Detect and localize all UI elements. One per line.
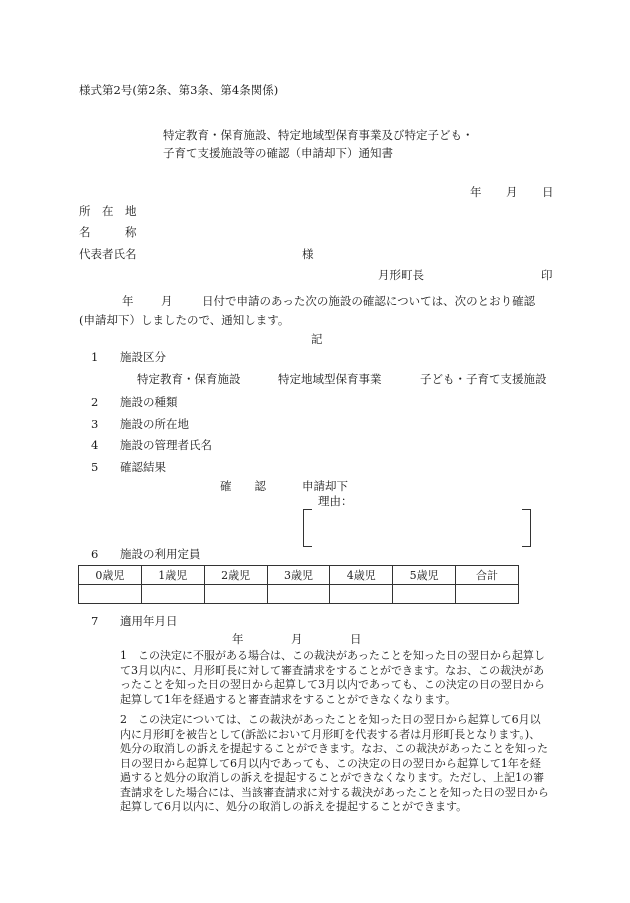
reason-bracket-right — [522, 509, 531, 547]
result-confirm: 確 認 — [220, 479, 266, 493]
date-month: 月 — [506, 185, 518, 199]
item-6-label: 施設の利用定員 — [120, 547, 201, 561]
result-reject: 申請却下 — [302, 479, 348, 493]
title-line-1: 特定教育・保育施設、特定地域型保育事業及び特定子ども・ — [163, 128, 474, 142]
reason-label: 理由： — [318, 494, 353, 508]
date-year: 年 — [470, 185, 482, 199]
date-day: 日 — [542, 185, 554, 199]
table-header-row — [79, 566, 519, 585]
effective-month: 月 — [291, 632, 303, 646]
item-5-label: 確認結果 — [120, 460, 166, 474]
reason-bracket-left — [303, 509, 312, 547]
table-header-cell: 1歳児 — [141, 566, 204, 585]
table-header-cell: 0歳児 — [79, 566, 142, 585]
item-1-label: 施設区分 — [120, 350, 166, 364]
ki-heading: 記 — [311, 332, 323, 346]
title-line-2: 子育て支援施設等の確認（申請却下）通知書 — [163, 146, 393, 160]
table-cell — [267, 585, 330, 604]
body-month: 月 — [161, 294, 173, 308]
table-cell — [79, 585, 142, 604]
item-2-label: 施設の種類 — [120, 395, 178, 409]
effective-year: 年 — [232, 632, 244, 646]
facility-type-2: 特定地域型保育事業 — [278, 372, 382, 386]
body-line-2: (申請却下）しましたので、通知します。 — [79, 313, 290, 327]
note-1: 1 この決定に不服がある場合は、この裁決があったことを知った日の翌日から起算して3月以内に、月形町長に対して審査請求をすることができます。なお、この裁決があったことを知った日の翌日から起算して3月以内であっても、この決定の日の翌日から起算して1年を経過すると審査請求をすることができなくなります。 — [120, 649, 545, 706]
table-header-cell: 4歳児 — [330, 566, 393, 585]
item-5-num: 5 — [91, 460, 99, 474]
body-year: 年 — [122, 294, 134, 308]
table-cell — [330, 585, 393, 604]
seal-mark: 印 — [541, 268, 553, 282]
table-header-cell: 5歳児 — [393, 566, 456, 585]
address-label: 所 在 地 — [79, 204, 137, 218]
table-cell — [456, 585, 519, 604]
form-label: 様式第2号(第2条、第3条、第4条関係) — [79, 83, 279, 97]
facility-type-1: 特定教育・保育施設 — [137, 372, 241, 386]
item-1-num: 1 — [91, 350, 99, 364]
item-7-label: 適用年月日 — [120, 614, 178, 628]
table-cell — [204, 585, 267, 604]
note-2: 2 この決定については、この裁決があったことを知った日の翌日から起算して6月以内に月形町を被告として(訴訟において月形町を代表する者は月形町長となります。)、処分の取消しの訴えを提起することができます。なお、この裁決があったことを知った日の翌日から起算して6月以内であっても、この決定の日の翌日から起算して1年を経過すると処分の取消しの訴えを提起することができなくなります。ただし、上記1の審査請求をした場合には、当該審査請求に対する裁決があったことを知った日の翌日から起算して6月以内に、処分の取消しの訴えを提起することができます。 — [120, 713, 549, 813]
item-6-num: 6 — [91, 547, 99, 561]
item-3-label: 施設の所在地 — [120, 417, 189, 431]
name-label: 名 称 — [79, 225, 137, 239]
capacity-table — [78, 565, 519, 604]
representative-label: 代表者氏名 — [79, 247, 137, 261]
facility-type-3: 子ども・子育て支援施設 — [420, 372, 547, 386]
item-2-num: 2 — [91, 395, 99, 409]
item-3-num: 3 — [91, 417, 99, 431]
item-4-num: 4 — [91, 438, 99, 452]
table-header-cell: 合計 — [456, 566, 519, 585]
item-4-label: 施設の管理者氏名 — [120, 438, 212, 452]
table-header-cell: 2歳児 — [204, 566, 267, 585]
effective-day: 日 — [350, 632, 362, 646]
item-7-num: 7 — [91, 614, 99, 628]
table-cell — [393, 585, 456, 604]
table-header-cell: 3歳児 — [267, 566, 330, 585]
body-line-1: 日付で申請のあった次の施設の確認については、次のとおり確認 — [202, 294, 536, 308]
table-row — [79, 585, 519, 604]
issuer-name: 月形町長 — [378, 268, 424, 282]
honorific: 様 — [302, 247, 314, 261]
table-cell — [141, 585, 204, 604]
